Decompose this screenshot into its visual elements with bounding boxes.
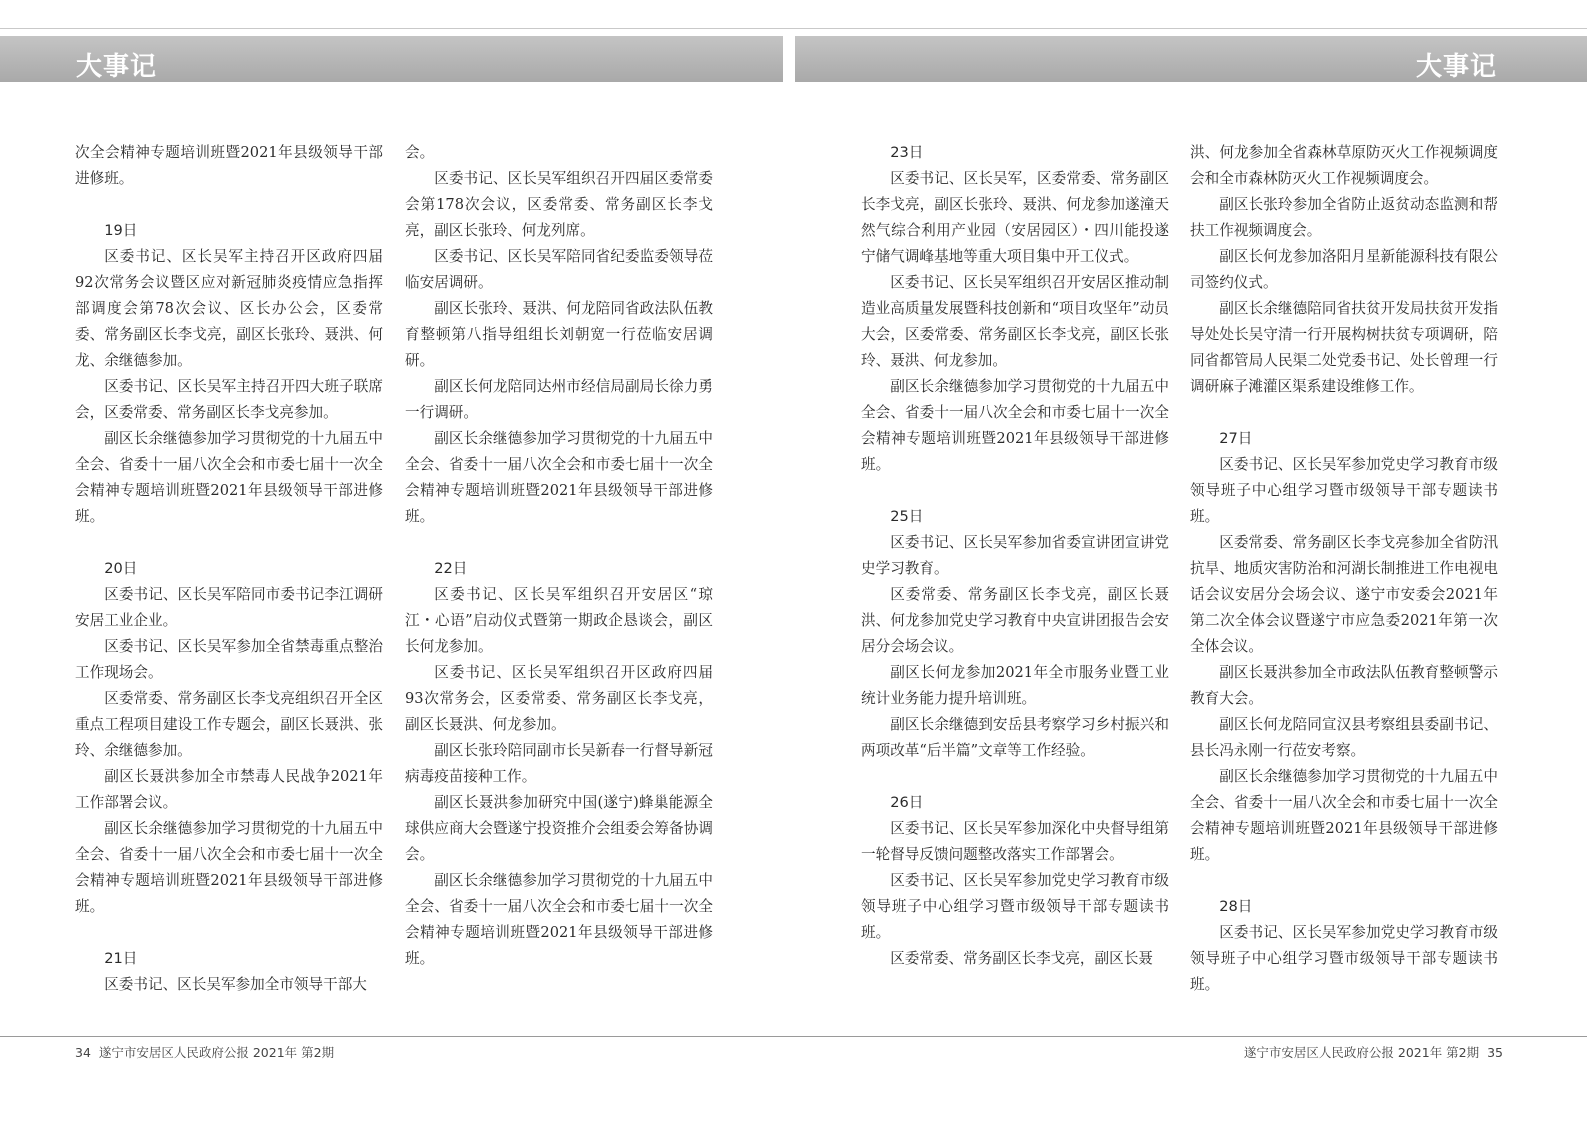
text-column-3 (861, 140, 1169, 972)
entry-paragraph: 区委书记、区长吴军参加全省禁毒重点整治工作现场会。 (75, 638, 383, 681)
entry-date: 25日 (890, 508, 924, 525)
section-title-left: 大事记 (76, 52, 158, 82)
entry-date: 26日 (890, 794, 924, 811)
entry-paragraph: 副区长余继德参加学习贯彻党的十九届五中全会、省委十一届八次全会和市委七届十一次全会精神专题培训班暨2021年县级领导干部进修班。 (75, 430, 383, 525)
entry-paragraph: 区委书记、区长吴军参加党史学习教育市级领导班子中心组学习暨市级领导干部专题读书班。 (1190, 924, 1498, 993)
entry-paragraph: 区委常委、常务副区长李戈亮，副区长聂 (890, 950, 1153, 967)
entry-paragraph: 副区长余继德到安岳县考察学习乡村振兴和两项改革“后半篇”文章等工作经验。 (861, 716, 1169, 759)
entry-paragraph: 洪、何龙参加全省森林草原防灭火工作视频调度会和全市森林防灭火工作视频调度会。 (1190, 144, 1498, 187)
entry-date: 28日 (1219, 898, 1253, 915)
entry-paragraph: 副区长余继德参加学习贯彻党的十九届五中全会、省委十一届八次全会和市委七届十一次全会精神专题培训班暨2021年县级领导干部进修班。 (75, 820, 383, 915)
publication-info-right: 遂宁市安居区人民政府公报 2021年 第2期 (1243, 1045, 1480, 1060)
entry-paragraph: 区委书记、区长吴军参加党史学习教育市级领导班子中心组学习暨市级领导干部专题读书班。 (861, 872, 1169, 941)
entry-paragraph: 区委常委、常务副区长李戈亮，副区长聂洪、何龙参加党史学习教育中央宣讲团报告会安居分会场会议。 (861, 586, 1169, 655)
text-column-2 (405, 140, 713, 972)
entry-paragraph: 副区长聂洪参加全市禁毒人民战争2021年工作部署会议。 (75, 768, 383, 811)
footer-rule (0, 1036, 1587, 1037)
entry-paragraph: 区委书记、区长吴军组织召开安居区“琼江・心语”启动仪式暨第一期政企恳谈会，副区长何龙参加。 (405, 586, 713, 655)
page-number-left: 34 (75, 1045, 91, 1060)
entry-paragraph: 副区长余继德参加学习贯彻党的十九届五中全会、省委十一届八次全会和市委七届十一次全会精神专题培训班暨2021年县级领导干部进修班。 (1190, 768, 1498, 863)
entry-paragraph: 副区长余继德陪同省扶贫开发局扶贫开发指导处处长吴守清一行开展构树扶贫专项调研，陪同省都管局人民渠二处党委书记、处长曾理一行调研麻子滩灌区渠系建设维修工作。 (1190, 300, 1498, 395)
entry-date: 22日 (434, 560, 468, 577)
entry-paragraph: 副区长聂洪参加全市政法队伍教育整顿警示教育大会。 (1190, 664, 1498, 707)
entry-paragraph: 副区长余继德参加学习贯彻党的十九届五中全会、省委十一届八次全会和市委七届十一次全会精神专题培训班暨2021年县级领导干部进修班。 (405, 872, 713, 967)
entry-paragraph: 副区长张玲参加全省防止返贫动态监测和帮扶工作视频调度会。 (1190, 196, 1498, 239)
publication-info-left: 遂宁市安居区人民政府公报 2021年 第2期 (98, 1045, 335, 1060)
entry-paragraph: 区委书记、区长吴军陪同省纪委监委领导莅临安居调研。 (405, 248, 713, 291)
top-rule (0, 28, 1587, 29)
text-column-4 (1190, 140, 1498, 998)
entry-paragraph: 副区长何龙参加2021年全市服务业暨工业统计业务能力提升培训班。 (861, 664, 1169, 707)
entry-paragraph: 区委书记、区长吴军，区委常委、常务副区长李戈亮，副区长张玲、聂洪、何龙参加遂潼天然气综合利用产业园（安居园区）・四川能投遂宁储气调峰基地等重大项目集中开工仪式。 (861, 170, 1169, 265)
entry-date: 20日 (104, 560, 138, 577)
entry-paragraph: 区委常委、常务副区长李戈亮组织召开全区重点工程项目建设工作专题会，副区长聂洪、张玲、余继德参加。 (75, 690, 383, 759)
entry-paragraph: 副区长张玲陪同副市长吴新春一行督导新冠病毒疫苗接种工作。 (405, 742, 713, 785)
entry-paragraph: 区委书记、区长吴军组织召开四届区委常委会第178次会议，区委常委、常务副区长李戈亮，副区长张玲、何龙列席。 (405, 170, 713, 239)
entry-paragraph: 区委书记、区长吴军参加深化中央督导组第一轮督导反馈问题整改落实工作部署会。 (861, 820, 1169, 863)
entry-paragraph: 区委常委、常务副区长李戈亮参加全省防汛抗旱、地质灾害防治和河湖长制推进工作电视电话会议安居分会场会议、遂宁市安委会2021年第二次全体会议暨遂宁市应急委2021年第一次全体会议。 (1190, 534, 1498, 655)
entry-paragraph: 会。 (405, 144, 435, 161)
entry-paragraph: 副区长何龙陪同达州市经信局副局长徐力勇一行调研。 (405, 378, 713, 421)
entry-paragraph: 副区长余继德参加学习贯彻党的十九届五中全会、省委十一届八次全会和市委七届十一次全会精神专题培训班暨2021年县级领导干部进修班。 (861, 378, 1169, 473)
footer-left (75, 1043, 334, 1061)
footer-right (1244, 1043, 1503, 1061)
entry-date: 23日 (890, 144, 924, 161)
entry-paragraph: 副区长聂洪参加研究中国(遂宁)蜂巢能源全球供应商大会暨遂宁投资推介会组委会筹备协调会。 (405, 794, 713, 863)
page-number-right: 35 (1487, 1045, 1503, 1060)
entry-paragraph: 区委书记、区长吴军参加党史学习教育市级领导班子中心组学习暨市级领导干部专题读书班。 (1190, 456, 1498, 525)
entry-paragraph: 区委书记、区长吴军陪同市委书记李江调研安居工业企业。 (75, 586, 383, 629)
entry-paragraph: 副区长何龙陪同宣汉县考察组县委副书记、县长冯永刚一行莅安考察。 (1190, 716, 1498, 759)
entry-paragraph: 区委书记、区长吴军组织召开区政府四届93次常务会，区委常委、常务副区长李戈亮，副区长聂洪、何龙参加。 (405, 664, 713, 733)
entry-paragraph: 副区长何龙参加洛阳月星新能源科技有限公司签约仪式。 (1190, 248, 1498, 291)
entry-paragraph: 区委书记、区长吴军主持召开四大班子联席会，区委常委、常务副区长李戈亮参加。 (75, 378, 383, 421)
entry-paragraph: 副区长张玲、聂洪、何龙陪同省政法队伍教育整顿第八指导组组长刘朝宽一行莅临安居调研。 (405, 300, 713, 369)
entry-paragraph: 区委书记、区长吴军组织召开安居区推动制造业高质量发展暨科技创新和“项目攻坚年”动员大会，区委常委、常务副区长李戈亮，副区长张玲、聂洪、何龙参加。 (861, 274, 1169, 369)
entry-date: 19日 (104, 222, 138, 239)
section-title-right: 大事记 (1416, 52, 1498, 82)
entry-paragraph: 区委书记、区长吴军参加全市领导干部大 (104, 976, 367, 993)
entry-paragraph: 区委书记、区长吴军主持召开区政府四届92次常务会议暨区应对新冠肺炎疫情应急指挥部调度会第78次会议、区长办公会，区委常委、常务副区长李戈亮，副区长张玲、聂洪、何龙、余继德参加。 (75, 248, 383, 369)
entry-paragraph: 次全会精神专题培训班暨2021年县级领导干部进修班。 (75, 144, 383, 187)
text-column-1 (75, 140, 383, 998)
entry-paragraph: 区委书记、区长吴军参加省委宣讲团宣讲党史学习教育。 (861, 534, 1169, 577)
entry-date: 21日 (104, 950, 138, 967)
entry-date: 27日 (1219, 430, 1253, 447)
entry-paragraph: 副区长余继德参加学习贯彻党的十九届五中全会、省委十一届八次全会和市委七届十一次全会精神专题培训班暨2021年县级领导干部进修班。 (405, 430, 713, 525)
